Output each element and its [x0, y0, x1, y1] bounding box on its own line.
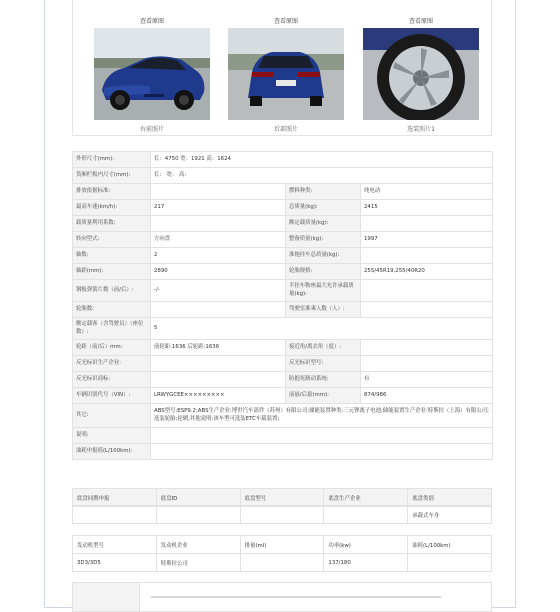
table-row: [73, 428, 493, 444]
spec-label: 轮距（前/后）mm:: [73, 340, 151, 356]
spec-value: 2415: [361, 200, 493, 216]
spec-value: 有: [361, 372, 493, 388]
spec-label: 钢板弹簧片数（前/后）:: [73, 280, 151, 302]
spec-label: 转向型式:: [73, 232, 151, 248]
chassis-header: 底盘类别: [408, 489, 492, 507]
engine-header: 排量(ml): [240, 536, 324, 554]
table-row: [73, 302, 493, 318]
table-row: [73, 232, 493, 248]
chassis-header: 底盘型号: [240, 489, 324, 507]
spec-value: [361, 356, 493, 372]
spec-value: [151, 428, 493, 444]
table-row: [73, 216, 493, 232]
table-row: [73, 168, 493, 184]
chassis-cell: [240, 506, 324, 524]
spec-value: [151, 444, 493, 460]
spec-value: [151, 372, 286, 388]
spec-label: 总质量(kg):: [286, 200, 361, 216]
spec-value: [151, 302, 286, 318]
engine-header: 功率(kw): [324, 536, 408, 554]
spec-label: 最高车速(km/h):: [73, 200, 151, 216]
table-row: [73, 340, 493, 356]
photo-caption: 选装照片1: [407, 126, 435, 133]
spec-label: 防抱死制动系统:: [286, 372, 361, 388]
spec-label: 整备质量(kg):: [286, 232, 361, 248]
table-row: [73, 280, 493, 302]
engine-cell: 3D3/3D5: [73, 554, 157, 572]
car-front-image[interactable]: [94, 28, 210, 120]
spec-label: 准拖挂车总质量(kg):: [286, 248, 361, 264]
spec-value: [151, 356, 286, 372]
next-section-label: [73, 583, 140, 611]
engine-cell: 特斯拉公司: [156, 554, 240, 572]
spec-value: 255/45R19,255/40R20: [361, 264, 493, 280]
spec-label: 接近角/离去角（度）:: [286, 340, 361, 356]
spec-value: [151, 216, 286, 232]
chassis-header: 底盘ID: [156, 489, 240, 507]
chassis-data: [72, 505, 492, 524]
table-row: [73, 200, 493, 216]
chassis-header: 底盘同期申报: [73, 489, 157, 507]
spec-label: 载质量利用系数:: [73, 216, 151, 232]
spec-value: 纯电动: [361, 184, 493, 200]
table-row: [73, 184, 493, 200]
spec-value: 2: [151, 248, 286, 264]
table-row: [73, 444, 493, 460]
spec-label: 货厢栏板内尺寸(mm):: [73, 168, 151, 184]
view-original-link[interactable]: 查看原图: [139, 18, 164, 25]
spec-value: 前轮距:1636 后轮距:1636: [151, 340, 286, 356]
spec-value: [151, 184, 286, 200]
table-row: [73, 554, 492, 572]
spec-label: 车辆识别代号（VIN）:: [73, 388, 151, 404]
spec-value: 长：4750 宽：1921 高：1624: [151, 152, 493, 168]
photo-caption: 右前照片: [139, 126, 164, 133]
spec-label: 轮胎规格:: [286, 264, 361, 280]
table-row: [73, 506, 492, 524]
wheel-option-image[interactable]: [363, 28, 479, 120]
spec-label: 额定载客（含驾驶员）（座位数）:: [73, 318, 151, 340]
chassis-header-row: [73, 489, 492, 507]
engine-header: 发动机企业: [156, 536, 240, 554]
spec-value: -/-: [151, 280, 286, 302]
spec-label: 驾驶室准乘人数（人）:: [286, 302, 361, 318]
spec-label: 反光标识型号:: [286, 356, 361, 372]
table-row: [73, 152, 493, 168]
engine-header: 发动机型号: [73, 536, 157, 554]
spec-label: 轴数:: [73, 248, 151, 264]
next-section-box: [72, 582, 492, 612]
spec-value: 217: [151, 200, 286, 216]
spec-label: 反光标识商标:: [73, 372, 151, 388]
table-row: [73, 356, 493, 372]
spec-value: [361, 280, 493, 302]
photo-caption: 后部照片: [273, 126, 298, 133]
chassis-cell: [73, 506, 157, 524]
chassis-header: 底盘生产企业: [324, 489, 408, 507]
table-row: [73, 388, 493, 404]
table-row: [73, 264, 493, 280]
spec-label: 燃料种类:: [286, 184, 361, 200]
engine-cell: [240, 554, 324, 572]
engine-header-row: [73, 536, 492, 554]
spec-value: 874/986: [361, 388, 493, 404]
spec-table: [72, 151, 493, 460]
spec-value: [361, 248, 493, 264]
spec-value: [361, 216, 493, 232]
spec-label: 轴距(mm):: [73, 264, 151, 280]
view-original-link[interactable]: 查看原图: [408, 18, 433, 25]
car-rear-image[interactable]: [228, 28, 344, 120]
spec-value: 5: [151, 318, 493, 340]
engine-header: 油耗(L/100km): [408, 536, 492, 554]
chassis-cell: [156, 506, 240, 524]
spec-label: 半挂车鞍座最大允许承载质量(kg):: [286, 280, 361, 302]
spec-label: 排放依据标准:: [73, 184, 151, 200]
spec-label: 外形尺寸(mm):: [73, 152, 151, 168]
spec-label: 轮胎数:: [73, 302, 151, 318]
spec-value: LRWYGCEE×××××××××: [151, 388, 286, 404]
spec-label: 反光标识生产企业:: [73, 356, 151, 372]
spec-label: 前悬/后悬(mm):: [286, 388, 361, 404]
engine-cell: 137/180: [324, 554, 408, 572]
spec-value: 2890: [151, 264, 286, 280]
spec-label: 说明:: [73, 428, 151, 444]
spec-label: 额定载质量(kg):: [286, 216, 361, 232]
spec-value: [361, 340, 493, 356]
photo-panel: [72, 0, 492, 136]
spec-value: [361, 302, 493, 318]
spec-label: 其它:: [73, 404, 151, 428]
chassis-cell: [324, 506, 408, 524]
engine-cell: [408, 554, 492, 572]
spec-value: 1997: [361, 232, 493, 248]
spec-label: 油耗申报值(L/100km):: [73, 444, 151, 460]
table-row: [73, 372, 493, 388]
spec-value: 方向盘: [151, 232, 286, 248]
spec-value: ABS型号:ESP9.2;ABS生产企业:博世汽车部件（苏州）有限公司;储能装置种类:三元锂离子电池;储能装置生产企业:特斯拉（上海）有限公司;选装轮胎;轮辋;其他说明:该车型可选装ETC车载装置;: [151, 404, 493, 428]
spec-value: 长： 宽： 高：: [151, 168, 493, 184]
table-row: [73, 248, 493, 264]
table-row: [73, 404, 493, 428]
view-original-link[interactable]: 查看原图: [273, 18, 298, 25]
blurred-text-line: [151, 596, 441, 598]
engine-table: [72, 535, 492, 572]
chassis-cell: 承载式车身: [408, 506, 492, 524]
table-row: [73, 318, 493, 340]
